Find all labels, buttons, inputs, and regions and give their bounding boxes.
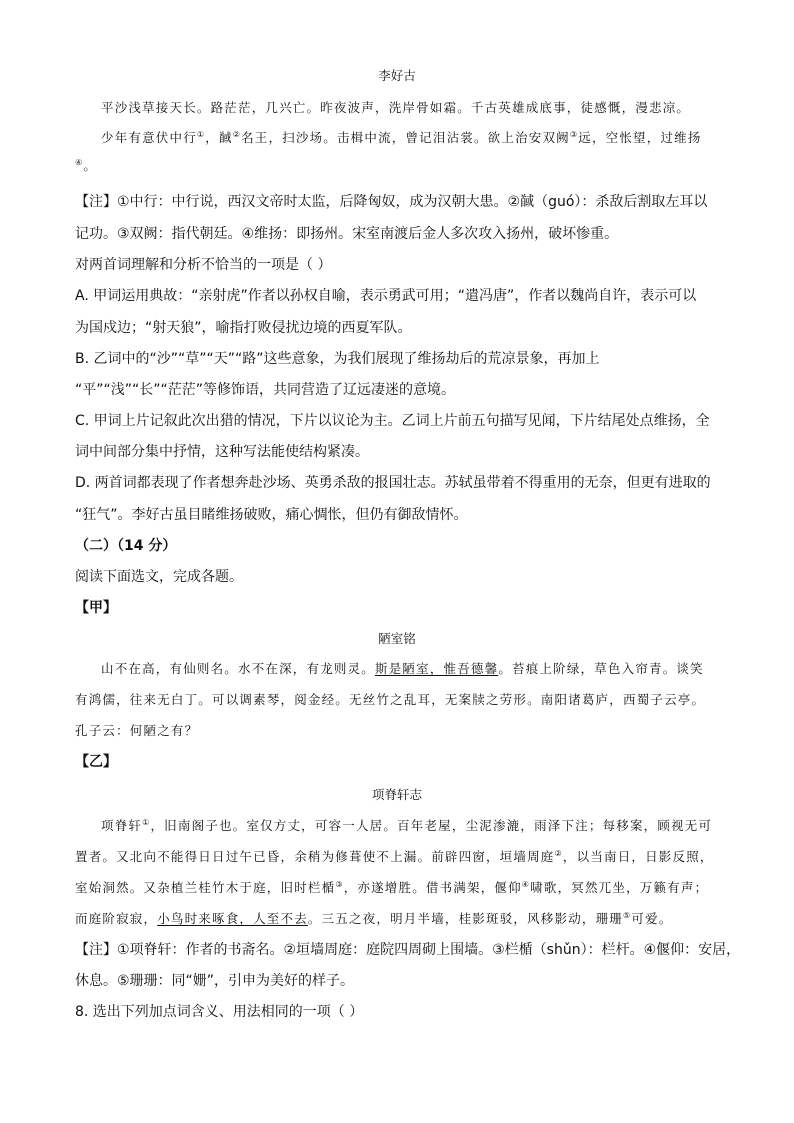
underlined-sentence: 小鸟时来啄食，人至不去 (157, 911, 308, 926)
passage-text: 啸歌，冥然兀坐，万籁有声； (530, 880, 709, 895)
option-c-line-1: C. 甲词上片记叙此次出猎的情况，下片以议论为主。乙词上片前五句描写见闻，下片结尾处点维扬，全 (75, 413, 710, 429)
passage-text: ，旧南阁子也。室仅方丈，可容一人居。百年老屋，尘泥渗漉，雨泽下注；每移案，顾视无可 (150, 818, 713, 833)
footnote-mark: ③ (335, 879, 344, 889)
poem-text: 少年有意伏中行 (101, 130, 197, 145)
passage-yi-title: 项脊轩志 (371, 787, 422, 802)
poem-text: 。 (83, 158, 98, 173)
poem-line-3 (75, 156, 725, 176)
footnote-mark: ① (142, 817, 151, 827)
option-a-line-1: A. 甲词运用典故：“亲射虎”作者以孙权自喻，表示勇武可用；“遣冯唐”，作者以魏尚自许，表示可以 (75, 288, 697, 304)
passage-text: 。苔痕上阶绿，草色入帘青。谈笑 (498, 661, 704, 676)
note-1-line-2: 记功。③双阙：指代朝廷。④维扬：即扬州。宋室南渡后金人多次攻入扬州，破坏惨重。 (75, 226, 619, 242)
passage-text: ，亦遂增胜。借书满架，偃仰 (343, 880, 522, 895)
option-a-line-2: 为国戍边；“射天狼”，喻指打败侵扰边境的西夏军队。 (75, 320, 412, 336)
option-c-line-2: 词中间部分集中抒情，这种写法能使结构紧凑。 (75, 444, 369, 460)
poem-line-2 (75, 128, 751, 148)
footnote-mark: ① (196, 129, 206, 139)
poem-line-1: 平沙浅草接天长。路茫茫，几兴亡。昨夜波声，洗岸骨如霜。千古英雄成底事，徒感慨，漫悲凉。 (101, 100, 691, 115)
passage-text: 而庭阶寂寂， (75, 911, 158, 926)
option-d-line-2: “狂气”。李好古虽目睹维扬破败，痛心惆怅，但仍有御敌情怀。 (75, 507, 468, 523)
passage-text: 山不在高，有仙则名。水不在深，有龙则灵。 (101, 661, 376, 676)
passage-yi-line-1 (75, 816, 751, 836)
note-2-line-2: 休息。⑤珊珊：同“姗”，引申为美好的样子。 (75, 973, 355, 989)
option-b-line-1: B. 乙词中的“沙”“草”“天”“路”这些意象，为我们展现了维扬劫后的荒凉景象，再加上 (75, 351, 600, 367)
poem-text: 名王，扫沙场。击楫中流，曾记泪沾裳。欲上治安双阙 (241, 130, 570, 145)
footnote-mark: ⑤ (623, 910, 632, 920)
passage-yi-line-4 (75, 909, 725, 929)
passage-label-yi: 【乙】 (75, 754, 117, 770)
footnote-mark: ④ (75, 157, 84, 167)
footnote-mark: ④ (521, 879, 531, 889)
footnote-mark: ③ (569, 129, 579, 139)
note-1-line-1: 【注】①中行：中行说，西汉文帝时太监，后降匈奴，成为汉朝大患。②馘（guó）：杀敌后割取左耳以 (75, 194, 708, 210)
passage-jia-title: 陋室铭 (378, 631, 416, 646)
reading-instruction: 阅读下面选文，完成各题。 (75, 569, 243, 585)
passage-text: ，以当南日，日影反照， (562, 849, 714, 864)
poem-title: 李好古 (378, 68, 416, 83)
passage-text: 。三五之夜，明月半墙，桂影斑驳，风移影动，珊珊 (307, 911, 624, 926)
note-2-line-1: 【注】①项脊轩：作者的书斋名。②垣墙周庭：庭院四周砌上围墙。③栏楯（shǔn）：栏杆。④偃仰：安居， (75, 942, 741, 958)
passage-jia-line-3: 孔子云：何陋之有？ (75, 723, 199, 738)
passage-jia-line-1 (75, 659, 751, 679)
poem-text: 远，空怅望，过维扬 (578, 130, 702, 145)
question-8-stem: 8. 选出下列加点词含义、用法相同的一项（ ） (75, 1004, 364, 1020)
poem-text: ，馘 (205, 130, 233, 145)
option-b-line-2: “平”“浅”“长”“茫茫”等修饰语，共同营造了辽远凄迷的意境。 (75, 382, 456, 398)
passage-text: 可爱。 (631, 911, 673, 926)
passage-jia-line-2: 有鸿儒，往来无白丁。可以调素琴，阅金经。无丝竹之乱耳，无案牍之劳形。南阳诸葛庐，西蜀子云亭。 (75, 692, 706, 707)
passage-yi-line-3 (75, 878, 725, 898)
footnote-mark: ② (232, 129, 242, 139)
section-heading: （二）（14 分） (75, 538, 177, 554)
option-d-line-1: D. 两首词都表现了作者想奔赴沙场、英勇杀敌的报国壮志。苏轼虽带着不得重用的无奈，但更有进取的 (75, 475, 711, 491)
passage-label-jia: 【甲】 (75, 600, 117, 616)
underlined-sentence: 斯是陋室，惟吾德馨 (375, 661, 499, 676)
question-7-stem: 对两首词理解和分析不恰当的一项是（ ） (75, 257, 332, 273)
passage-yi-line-2 (75, 847, 725, 867)
passage-text: 室始洞然。又杂植兰桂竹木于庭，旧时栏楯 (75, 880, 336, 895)
footnote-mark: ② (554, 848, 563, 858)
passage-text: 置者。又北向不能得日日过午已昏，余稍为修葺使不上漏。前辟四窗，垣墙周庭 (75, 849, 555, 864)
passage-text: 项脊轩 (101, 818, 143, 833)
